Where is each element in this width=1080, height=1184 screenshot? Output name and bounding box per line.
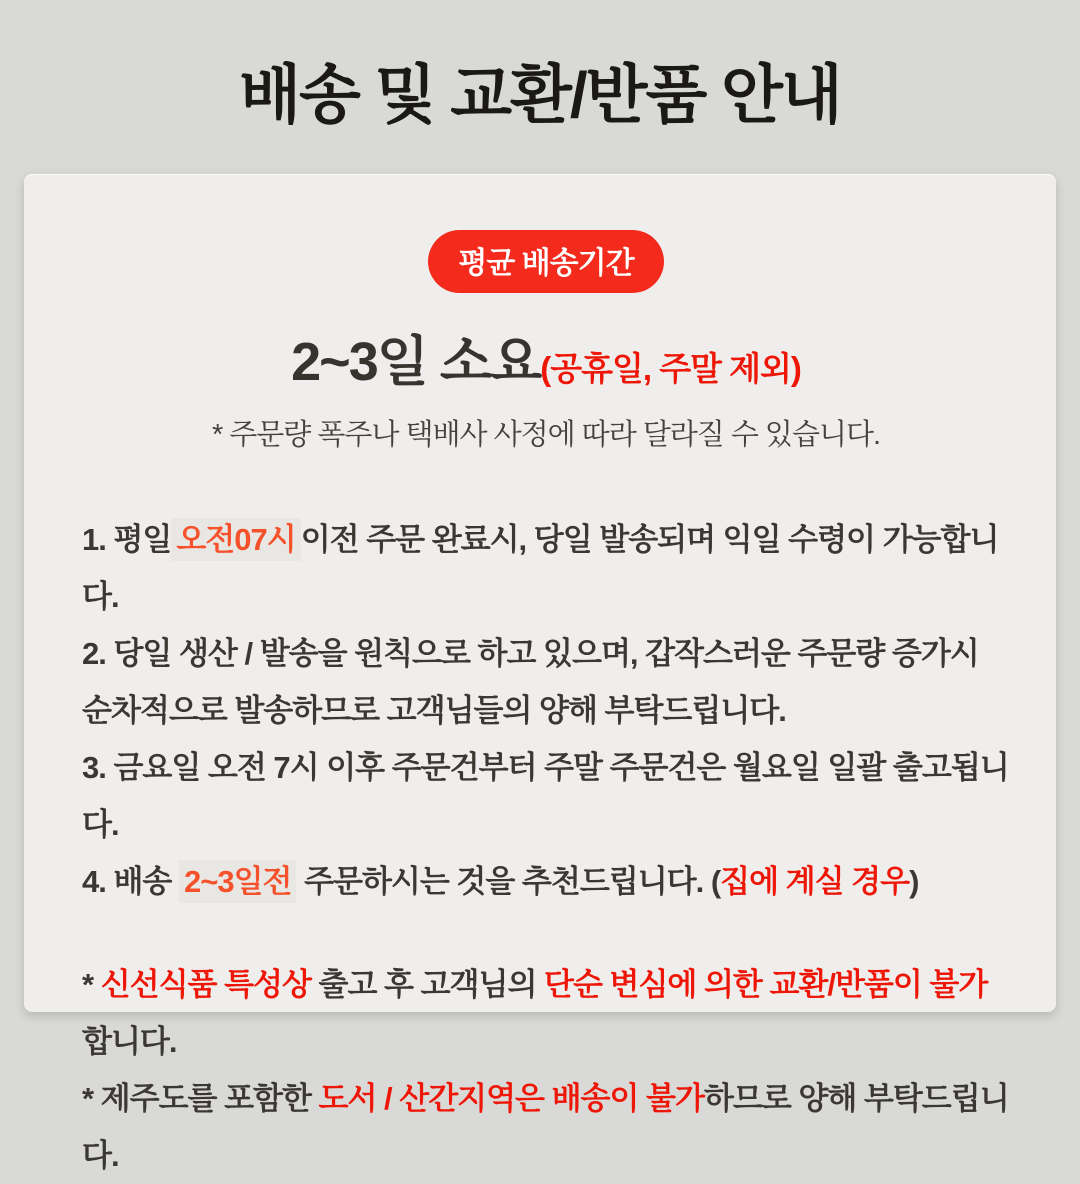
text-line bbox=[82, 511, 1010, 625]
text-segment-normal: 이전 주문 완료시, 당일 발송되며 익일 수령이 가능합니다. bbox=[82, 522, 999, 614]
text-line bbox=[82, 739, 1010, 853]
duration-main-text: 2~3일 소요 bbox=[291, 332, 541, 392]
text-segment-normal: * bbox=[82, 967, 101, 1002]
duration-exception-text: (공휴일, 주말 제외) bbox=[540, 350, 801, 387]
badge-row bbox=[82, 230, 1010, 293]
text-line bbox=[82, 853, 1010, 910]
text-segment-red-bold: 단순 변심에 의한 교환/반품이 불가 bbox=[544, 967, 988, 1002]
text-segment-orange-highlight: 오전07시 bbox=[171, 518, 300, 561]
text-segment-orange-highlight: 2~3일전 bbox=[179, 860, 296, 903]
text-line bbox=[82, 1070, 1010, 1184]
text-segment-normal: * 제주도를 포함한 bbox=[82, 1081, 319, 1116]
text-segment-red-bold: 신선식품 특성상 bbox=[100, 967, 319, 1002]
page-title: 배송 및 교환/반품 안내 bbox=[239, 59, 841, 131]
text-line bbox=[82, 625, 1010, 739]
text-segment-red-bold: 집에 계실 경우 bbox=[720, 864, 910, 899]
shipping-notes-list bbox=[82, 511, 1010, 910]
delivery-duration-line bbox=[82, 319, 1010, 396]
text-line bbox=[82, 956, 1010, 1070]
delivery-info-card bbox=[24, 174, 1056, 1173]
text-segment-normal: 출고 후 고객님의 bbox=[318, 967, 545, 1002]
text-segment-normal: 합니다. bbox=[82, 1024, 177, 1059]
text-segment-normal: ) bbox=[909, 864, 919, 899]
text-segment-normal: 주문하시는 것을 추천드립니다. ( bbox=[296, 864, 721, 899]
text-segment-normal: 1. 평일 bbox=[82, 522, 172, 557]
text-segment-red-bold: 도서 / 산간지역은 배송이 불가 bbox=[318, 1081, 704, 1116]
duration-disclaimer: * 주문량 폭주나 택배사 사정에 따라 달라질 수 있습니다. bbox=[211, 419, 881, 451]
text-segment-normal: 2. 당일 생산 / 발송을 원칙으로 하고 있으며, 갑작스러운 주문량 증가시 순차적으로 발송하므로 고객님들의 양해 부탁드립니다. bbox=[82, 636, 979, 728]
text-segment-normal: 4. 배송 bbox=[82, 864, 179, 899]
text-segment-normal: 3. 금요일 오전 7시 이후 주문건부터 주말 주문건은 월요일 일괄 출고됩니다. bbox=[82, 750, 1009, 842]
exchange-return-footnotes bbox=[82, 956, 1010, 1184]
avg-delivery-period-badge: 평균 배송기간 bbox=[428, 230, 663, 293]
text-segment-normal: 하므로 양해 부탁드립니다. bbox=[82, 1081, 1009, 1173]
